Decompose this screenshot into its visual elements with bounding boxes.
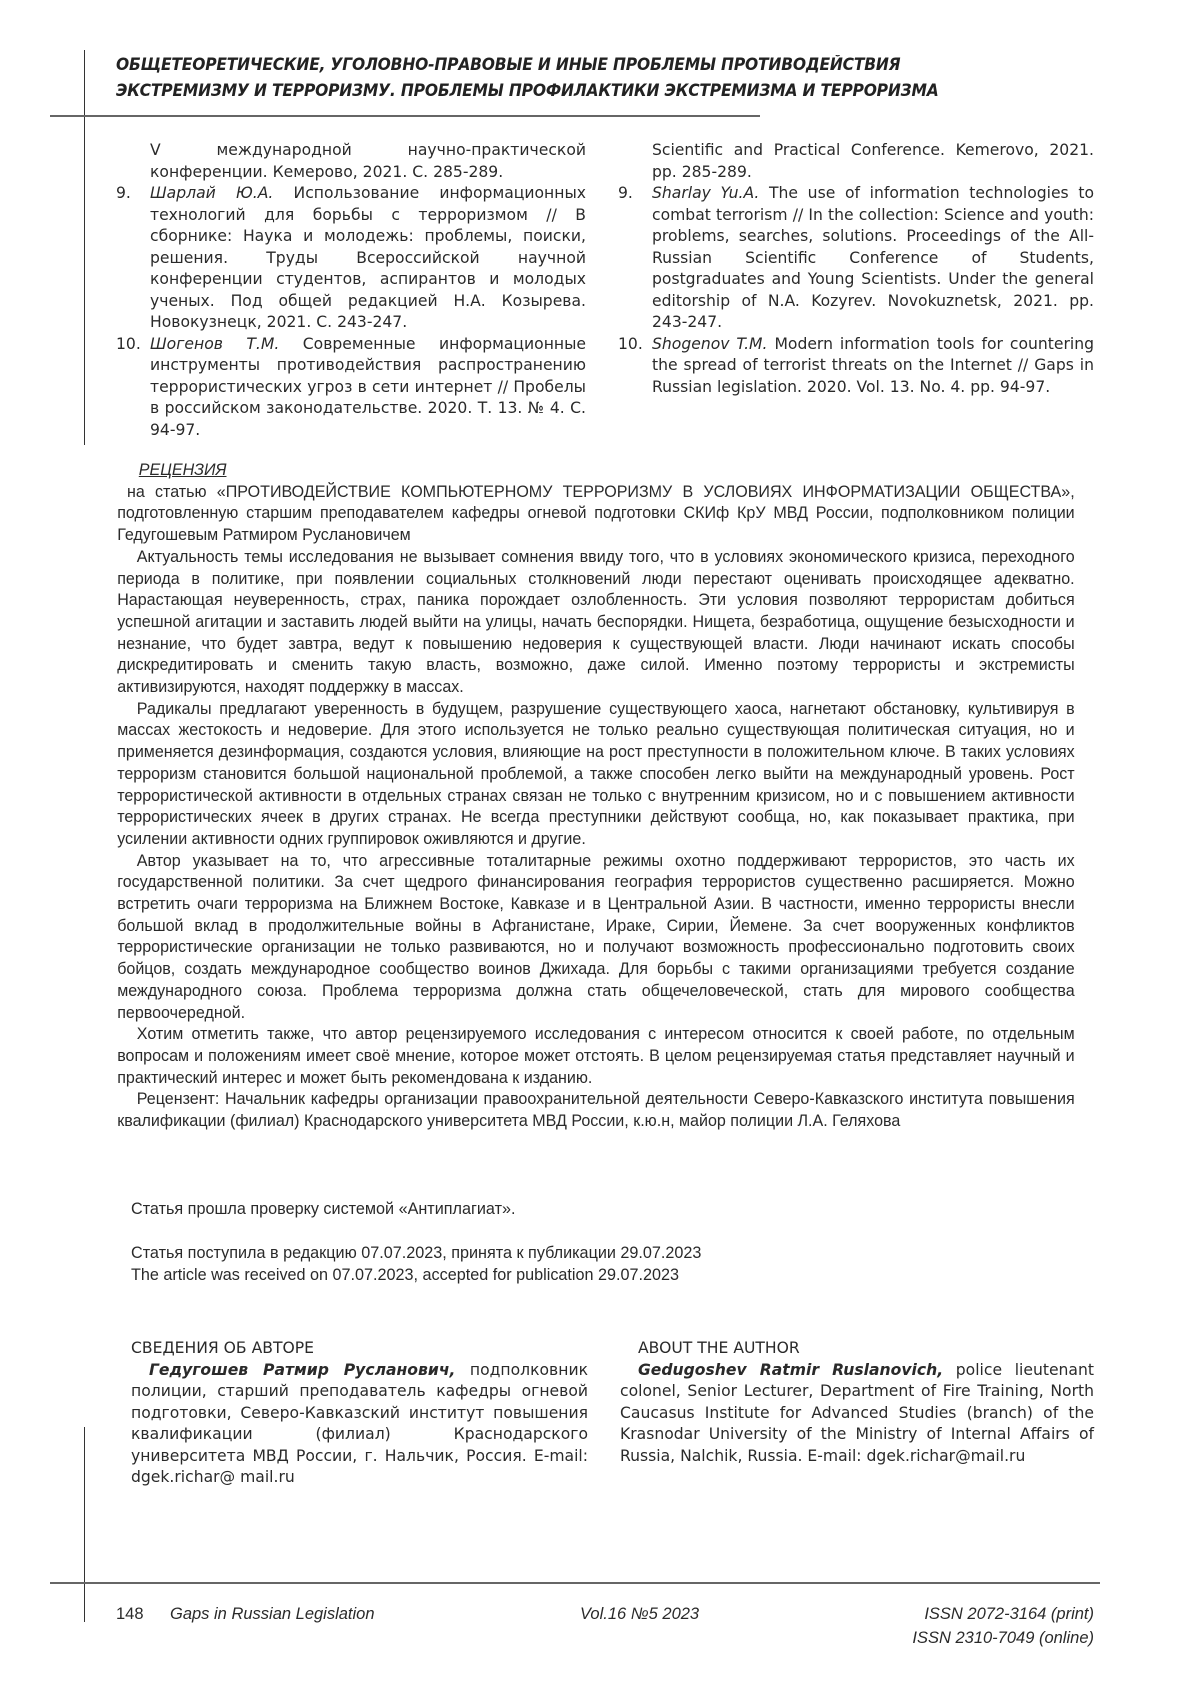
issue-info: Vol.16 №5 2023 [580, 1605, 700, 1623]
journal-name: Gaps in Russian Legislation [170, 1605, 375, 1623]
left-margin-rule-top [84, 50, 85, 445]
page-number: 148 [116, 1605, 144, 1623]
references-ru [116, 140, 586, 441]
review-paragraph: Автор указывает на то, что агрессивные тоталитарные режимы охотно поддерживают террористов, это часть их государственной политики. За счет щедрого финансирования география террористов существенно расширяется. Можно встретить очаги терроризма на Ближнем Востоке, Кавказе и в Центральной Азии. В частности, именно террористы внесли большой вклад в продолжительные войны в Афганистане, Ираке, Сирии, Йемене. За счет вооруженных конфликтов террористические организации не только развиваются, но и получают возможность профессионально подготовить своих бойцов, создать международное сообщество воинов Джихада. Для борьбы с такими организациями требуется создание международного союза. Проблема терроризма должна стать общечеловеческой, стать для мирового сообщества первоочередной. [117, 851, 1075, 1022]
author-name: Gedugoshev Ratmir Ruslanovich, [638, 1360, 944, 1379]
reference-author: Sharlay Yu.A. [652, 184, 760, 202]
issn-print: ISSN 2072-3164 (print) [924, 1605, 1094, 1623]
received-date-ru: Статья поступила в редакцию 07.07.2023, принята к публикации 29.07.2023 [131, 1244, 702, 1262]
reference-number: 10. [116, 334, 141, 353]
reference-text: The use of information technologies to combat terrorism // In the collection: Science and youth: problems, searches, solutions. Proceedings of the All-Russian Scientific Conference of Students, postgraduates and Young Scientists. Under the general editorship of N.A. Kozyrev. Novokuznetsk, 2021. pp. 243-247. [652, 184, 1094, 331]
header-line-1: ОБЩЕТЕОРЕТИЧЕСКИЕ, УГОЛОВНО-ПРАВОВЫЕ И ИНЫЕ ПРОБЛЕМЫ ПРОТИВОДЕЙСТВИЯ [116, 55, 901, 74]
reference-text: Современные информационные инструменты противодействия распространению террористических угроз в сети интернет // Пробелы в российском законодательстве. 2020. Т. 13. № 4. С. 94-97. [150, 334, 587, 439]
review-paragraph: Радикалы предлагают уверенность в будущем, разрушение существующего хаоса, нагнетают обстановку, культивируя в массах жестокость и недоверие. Для этого используется не только реально существующая политическая ситуация, но и применяется дезинформация, создаются условия, влияющие на рост преступности в положительном ключе. В таких условиях терроризм становится большой национальной проблемой, а также способен легко выйти на международный уровень. Рост террористической активности в отдельных странах связан не только с внутренним кризисом, но и с повышением активности террористических ячеек в других странах. Не всегда преступники действуют сообща, но, как показывает практика, при усилении активности одних группировок оживляются и другие. [117, 699, 1075, 848]
reference-author: Шогенов Т.М. [150, 334, 280, 353]
author-details: police lieutenant colonel, Senior Lecturer, Department of Fire Training, North Caucasus Institute for Advanced Studies (branch) of the Krasnodar University of the Ministry of Internal Affairs of Russia, Nalchik, Russia. E-mail: dgek.richar@mail.ru [620, 1360, 1094, 1465]
review-paragraph: Актуальность темы исследования не вызывает сомнения ввиду того, что в условиях экономического кризиса, переходного периода в политике, при появлении социальных столкновений люди перестают оценивать происходящее адекватно. Нарастающая неуверенность, страх, паника порождает озлобленность. Эти условия позволяют террористам добиться успешной агитации и заставить людей выйти на улицы, начать беспорядки. Нищета, безработица, ощущение безысходности и незнание, что будет завтра, ведут к повышению недоверия к существующей власти. Люди начинают искать способы дискредитировать и сменить такую власть, возможно, даже силой. Именно поэтому террористы и экстремисты активизируются, находят поддержку в массах. [117, 547, 1075, 697]
reference-number: 10. [618, 334, 643, 353]
reference-number: 9. [618, 184, 633, 202]
review-paragraph: на статью «ПРОТИВОДЕЙСТВИЕ КОМПЬЮТЕРНОМУ ТЕРРОРИЗМУ В УСЛОВИЯХ ИНФОРМАТИЗАЦИИ ОБЩЕСТВА», подготовленную старшим преподавателем кафедры огневой подготовки СКИф КрУ МВД России, подполковником полиции Гедугошевым Ратмиром Руслановичем [117, 482, 1075, 545]
reference-item [116, 334, 586, 442]
review-paragraph: Хотим отметить также, что автор рецензируемого исследования с интересом относится к своей работе, по отдельным вопросам и положениям имеет своё мнение, которое может отстоять. В целом рецензируемая статья представляет научный и практический интерес и может быть рекомендована к изданию. [117, 1025, 1075, 1087]
author-details: подполковник полиции, старший преподаватель кафедры огневой подготовки, Северо-Кавказский институт повышения квалификации (филиал) Краснодарского университета МВД России, г. Нальчик, Россия. E-mail: dgek.richar@ mail.ru [131, 1360, 588, 1486]
reference-text: Использование информационных технологий для борьбы с терроризмом // В сборнике: Наука и молодежь: проблемы, поиски, решения. Труды Всероссийской научной конференции студентов, аспирантов и молодых ученых. Под общей редакцией Н.А. Козырева. Новокузнецк, 2021. С. 243-247. [150, 184, 586, 331]
running-header [116, 52, 962, 104]
antiplagiarism-note: Статья прошла проверку системой «Антиплагиат». [131, 1200, 516, 1218]
author-info-en [620, 1338, 1094, 1467]
reference-author: Shogenov T.M. [652, 334, 768, 353]
reference-item [618, 183, 1094, 334]
references-en [618, 140, 1094, 398]
left-margin-rule-bottom [84, 1427, 85, 1622]
author-heading: СВЕДЕНИЯ ОБ АВТОРЕ [131, 1339, 315, 1357]
issn-online: ISSN 2310-7049 (online) [912, 1629, 1094, 1647]
received-date-en: The article was received on 07.07.2023, accepted for publication 29.07.2023 [131, 1266, 680, 1284]
author-info-ru [131, 1338, 588, 1489]
author-heading: ABOUT THE AUTHOR [638, 1339, 800, 1357]
reference-continuation: V международной научно-практической конференции. Кемерово, 2021. С. 285-289. [150, 141, 586, 181]
reference-item [116, 183, 586, 334]
reference-text: Modern information tools for countering the spread of terrorist threats on the Internet // Gaps in Russian legislation. 2020. Vol. 13. No. 4. pp. 94-97. [652, 334, 1095, 396]
review-section [117, 461, 1075, 1133]
header-line-2: ЭКСТРЕМИЗМУ И ТЕРРОРИЗМУ. ПРОБЛЕМЫ ПРОФИЛАКТИКИ ЭКСТРЕМИЗМА И ТЕРРОРИЗМА [116, 81, 939, 100]
reference-item [618, 334, 1094, 399]
footer-rule [50, 1582, 1100, 1584]
reviewer-info: Рецензент: Начальник кафедры организации правоохранительной деятельности Северо-Кавказского института повышения квалификации (филиал) Краснодарского университета МВД России, к.ю.н, майор полиции Л.А. Геляхова [117, 1090, 1075, 1131]
review-title: РЕЦЕНЗИЯ [138, 461, 227, 479]
reference-author: Шарлай Ю.А. [150, 184, 274, 202]
header-rule [50, 115, 760, 117]
reference-continuation: Scientific and Practical Conference. Kemerovo, 2021. pp. 285-289. [652, 141, 1094, 181]
reference-number: 9. [116, 184, 131, 202]
author-name: Гедугошев Ратмир Русланович, [149, 1360, 456, 1379]
